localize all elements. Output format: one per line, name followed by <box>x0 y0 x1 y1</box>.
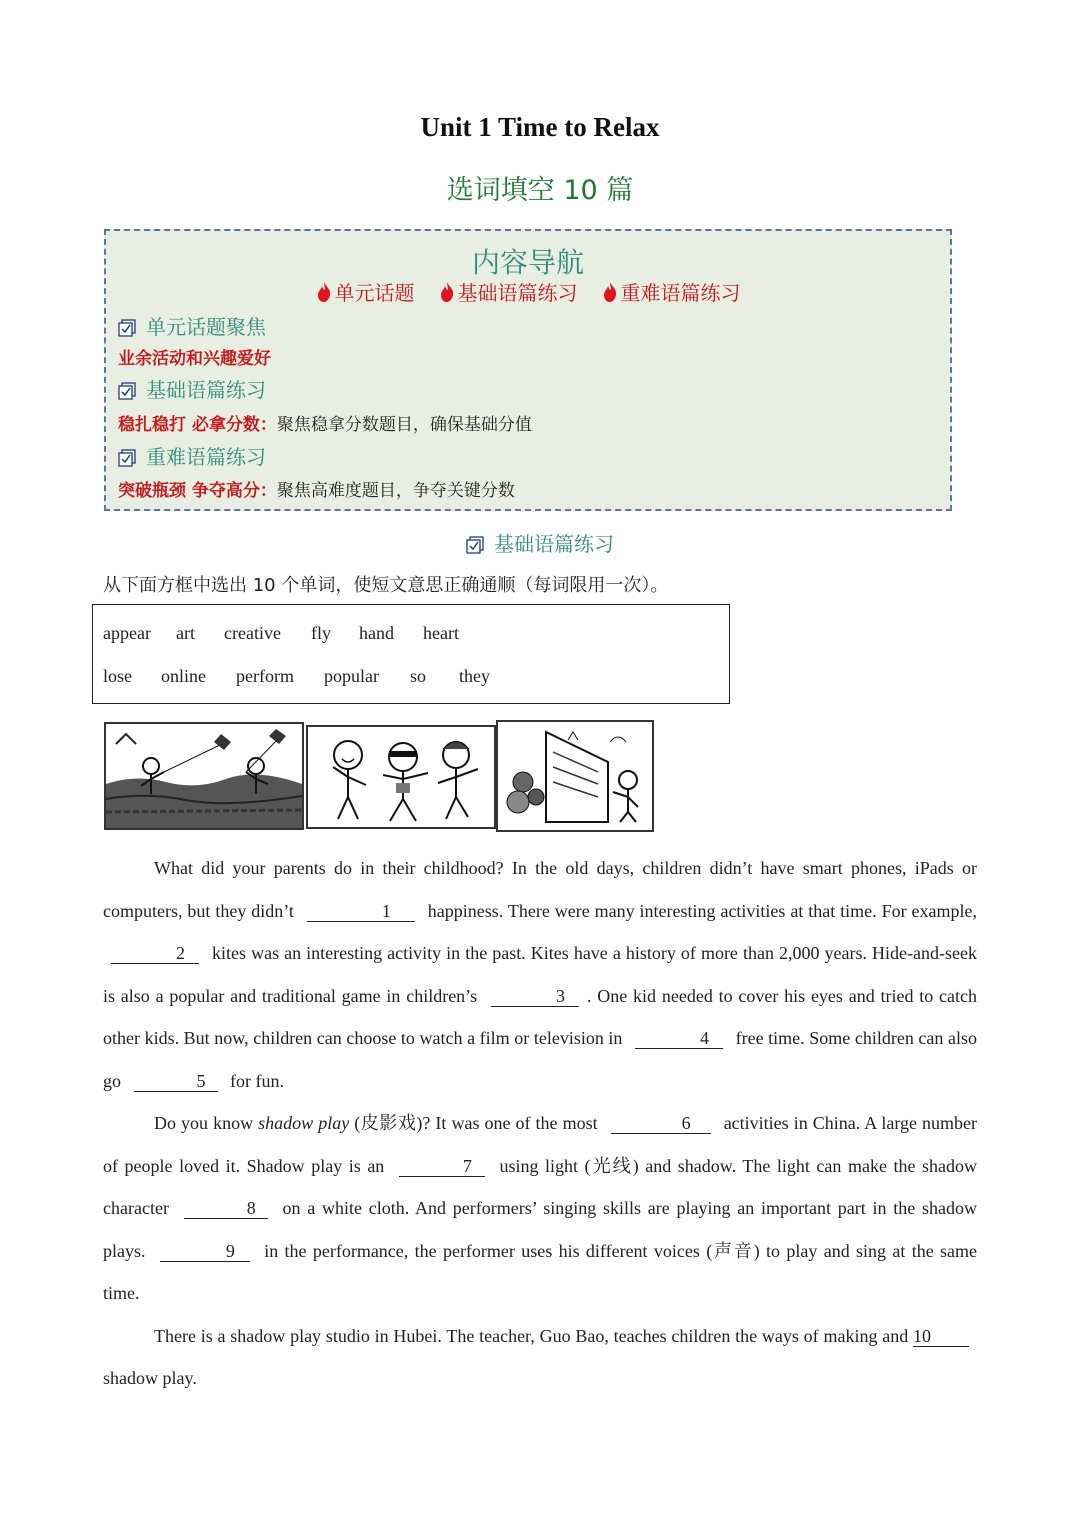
word-item: popular <box>324 666 379 686</box>
nav-link-label: 单元话题 <box>334 281 415 305</box>
section-heading-label: 基础语篇练习 <box>146 378 266 402</box>
word-item: appear <box>103 623 151 643</box>
blank-3[interactable]: 3 <box>491 986 579 1007</box>
word-item: fly <box>311 623 331 643</box>
section-heading-label: 重难语篇练习 <box>146 445 266 469</box>
passage-paragraph-2: Do you know shadow play (皮影戏)? It was one of the most 6 activities in China. A large number of people loved it. Shadow play is an 7 using light (光线) and shadow. The light can make the shadow character 8 on a white cloth. And performers’ singing skills are playing an important part in the shadow plays. 9 in the performance, the performer uses his different voices (声音) to play and sing at the same time. <box>103 1113 978 1303</box>
flame-icon <box>316 281 332 303</box>
kite-flying-illustration <box>104 722 304 830</box>
word-item: art <box>176 623 195 643</box>
blank-9[interactable]: 9 <box>160 1241 250 1262</box>
word-item: heart <box>423 623 459 643</box>
section-heading <box>0 528 1080 557</box>
word-item: creative <box>224 623 281 643</box>
passage-paragraph-3: There is a shadow play studio in Hubei. The teacher, Guo Bao, teaches children the ways of making and 10 shadow play. <box>103 1315 977 1400</box>
passage-paragraph-1: What did your parents do in their childhood? In the old days, children didn’t have smart phones, iPads or computers, but they didn’t 1 happiness. There were many interesting activities at that time. For example, 2 kites was an interesting activity in the past. Kites have a history of more than 2,000 years. Hide-and-seek is also a popular and traditional game in children’s 3 . One kid needed to cover his eyes and tried to catch other kids. But now, children can choose to watch a film or television in 4 free time. Some children can also go 5 for fun. <box>103 858 978 1091</box>
nav-links <box>106 277 950 306</box>
blank-7[interactable]: 7 <box>399 1156 485 1177</box>
checklist-icon <box>118 319 136 337</box>
section-red-text: 突破瓶颈 争夺高分： <box>118 481 277 501</box>
section-heading-basic <box>118 374 266 403</box>
word-item: they <box>459 666 490 686</box>
blank-4[interactable]: 4 <box>635 1028 723 1049</box>
blank-1[interactable]: 1 <box>307 901 415 922</box>
passage <box>103 847 977 1400</box>
checklist-icon <box>118 449 136 467</box>
checklist-icon <box>466 536 484 554</box>
section-heading-advanced <box>118 441 266 470</box>
blank-6[interactable]: 6 <box>611 1113 711 1134</box>
word-item: online <box>161 666 206 686</box>
word-bank-box <box>92 604 730 704</box>
shadow-play-illustration <box>496 720 654 832</box>
section-heading-label: 单元话题聚焦 <box>146 315 266 339</box>
blank-5[interactable]: 5 <box>134 1071 218 1092</box>
blank-2[interactable]: 2 <box>111 943 199 964</box>
page-subtitle: 选词填空 10 篇 <box>446 175 634 206</box>
section-desc-topic <box>118 344 271 369</box>
nav-link-advanced[interactable] <box>602 277 741 306</box>
checklist-icon <box>118 382 136 400</box>
section-heading-label: 基础语篇练习 <box>494 532 614 556</box>
nav-title: 内容导航 <box>471 246 584 279</box>
section-red-text: 稳扎稳打 必拿分数： <box>118 415 277 435</box>
section-red-text: 业余活动和兴趣爱好 <box>118 349 271 369</box>
page-title: Unit 1 Time to Relax <box>420 112 660 142</box>
word-item: so <box>410 666 427 686</box>
section-desc-basic <box>118 410 532 435</box>
section-desc-advanced <box>118 476 515 501</box>
nav-link-topic[interactable] <box>316 277 415 306</box>
flame-icon <box>439 281 455 303</box>
nav-link-label: 重难语篇练习 <box>620 281 741 305</box>
hide-and-seek-illustration <box>306 725 496 829</box>
blank-10[interactable]: 10 <box>913 1326 969 1347</box>
section-heading-topic <box>118 311 266 340</box>
instruction-text: 从下面方框中选出 10 个单词，使短文意思正确通顺（每词限用一次）。 <box>103 575 669 596</box>
flame-icon <box>602 281 618 303</box>
section-desc-text: 聚焦高难度题目，争夺关键分数 <box>276 481 515 501</box>
section-desc-text: 聚焦稳拿分数题目，确保基础分值 <box>276 415 532 435</box>
nav-link-label: 基础语篇练习 <box>457 281 578 305</box>
nav-link-basic[interactable] <box>439 277 578 306</box>
word-item: hand <box>359 623 394 643</box>
blank-8[interactable]: 8 <box>184 1198 268 1219</box>
word-item: lose <box>103 666 132 686</box>
word-item: perform <box>236 666 294 686</box>
content-navigation-box <box>104 229 952 511</box>
